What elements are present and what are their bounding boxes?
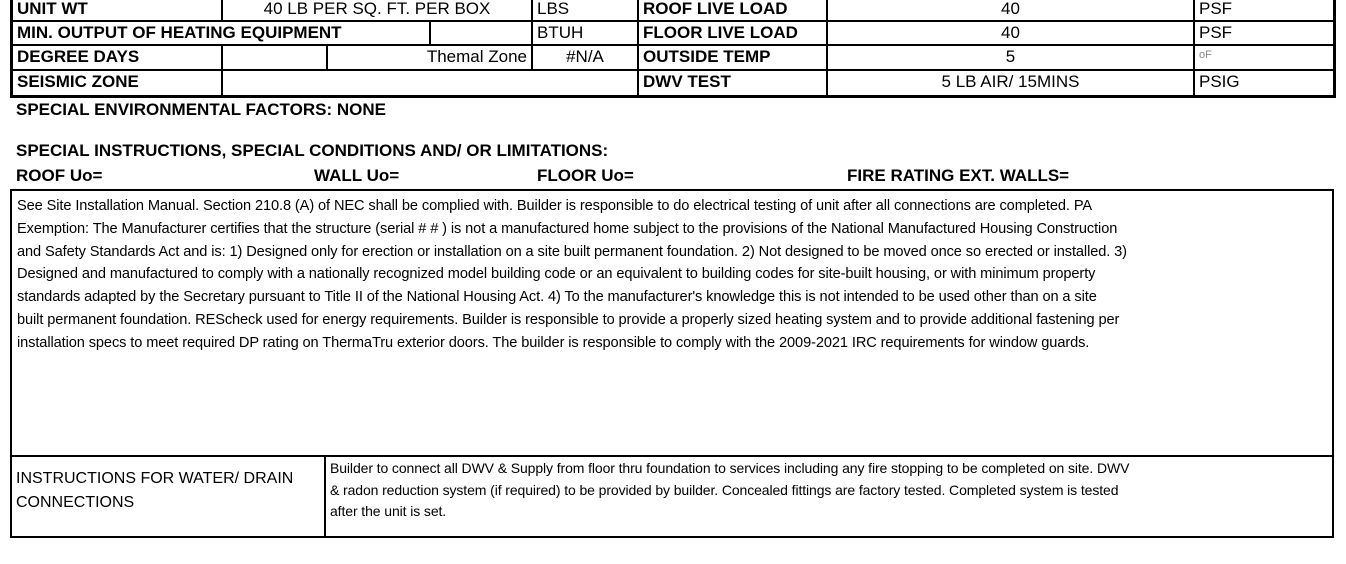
table-row-unit-wt: [13, 0, 1333, 22]
heating-output-unit: BTUH: [531, 22, 637, 44]
fire-rating-label: FIRE RATING EXT. WALLS=: [847, 166, 1070, 185]
special-environmental-factors: SPECIAL ENVIRONMENTAL FACTORS: NONE: [16, 100, 386, 119]
floor-live-load-label: FLOOR LIVE LOAD: [637, 22, 826, 44]
floor-uo-label: FLOOR Uo=: [537, 166, 634, 185]
degree-days-value: [221, 46, 326, 69]
dwv-test-label: DWV TEST: [637, 71, 826, 95]
floor-live-load-value: 40: [826, 22, 1193, 44]
table-row-degree-days: [13, 46, 1333, 71]
wall-uo-label: WALL Uo=: [314, 166, 400, 185]
floor-live-load-unit: PSF: [1193, 22, 1333, 44]
roof-live-load-unit: PSF: [1193, 0, 1333, 20]
roof-uo-label: ROOF Uo=: [16, 166, 103, 185]
water-drain-label: INSTRUCTIONS FOR WATER/ DRAIN CONNECTIONS: [16, 470, 294, 511]
dwv-test-unit: PSIG: [1193, 71, 1333, 95]
seismic-zone-value: [221, 71, 637, 95]
unit-wt-unit: LBS: [531, 0, 637, 20]
seismic-zone-label: SEISMIC ZONE: [17, 72, 139, 91]
table-row-heating-output: [13, 22, 1333, 46]
dwv-test-value: 5 LB AIR/ 15MINS: [826, 71, 1193, 95]
thermal-zone-value: #N/A: [531, 46, 637, 69]
roof-live-load-value: 40: [826, 0, 1193, 20]
specs-table: [10, 0, 1336, 98]
degree-days-label: DEGREE DAYS: [17, 47, 140, 66]
outside-temp-label: OUTSIDE TEMP: [637, 46, 826, 69]
notes-box: [10, 189, 1334, 538]
heating-output-value: [429, 22, 531, 44]
outside-temp-value: 5: [826, 46, 1193, 69]
unit-wt-value: 40 LB PER SQ. FT. PER BOX: [221, 0, 531, 20]
outside-temp-unit: oF: [1193, 46, 1333, 69]
special-instructions-text: See Site Installation Manual. Section 210.8 (A) of NEC shall be complied with. Builder is responsible to do electrical testing of unit after all connections are completed. PA Exemption: The Manufacturer certifies that the structure (serial # # ) is not a manufactured home subject to the provisions of the National Manufactured Housing Construction and Safety Standards Act and is: 1) Designed only for erection or installation on a site built permanent foundation. 2) Not designed to be moved once so erected or installed. 3) Designed and manufactured to comply with a nationally recognized model building code or an equivalent to building codes for site-built housing, or with minimum property standards adapted by the Secretary pursuant to Title II of the National Housing Act. 4) To the manufacturer's knowledge this is not intended to be used other than on a site built permanent foundation. REScheck used for energy requirements. Builder is responsible to provide a properly sized heating system and to provide additional fastening per installation specs to meet required DP rating on ThermaTru exterior doors. The builder is responsible to comply with the 2009-2021 IRC requirements for window guards.: [17, 198, 1127, 351]
water-drain-divider: [324, 457, 326, 536]
water-drain-row: [12, 455, 1332, 536]
unit-wt-label: UNIT WT: [17, 0, 88, 18]
table-row-seismic-zone: [13, 71, 1333, 95]
roof-live-load-label: ROOF LIVE LOAD: [637, 0, 826, 20]
thermal-zone-label: Themal Zone: [326, 46, 531, 69]
heating-output-label: MIN. OUTPUT OF HEATING EQUIPMENT: [17, 23, 342, 42]
water-drain-instructions: Builder to connect all DWV & Supply from floor thru foundation to services including any fire stopping to be completed on site. DWV & radon reduction system (if required) to be provided by builder. Concealed fittings are factory tested. Completed system is tested after the unit is set.: [330, 460, 1130, 519]
special-instructions-heading: SPECIAL INSTRUCTIONS, SPECIAL CONDITIONS AND/ OR LIMITATIONS:: [16, 141, 609, 160]
